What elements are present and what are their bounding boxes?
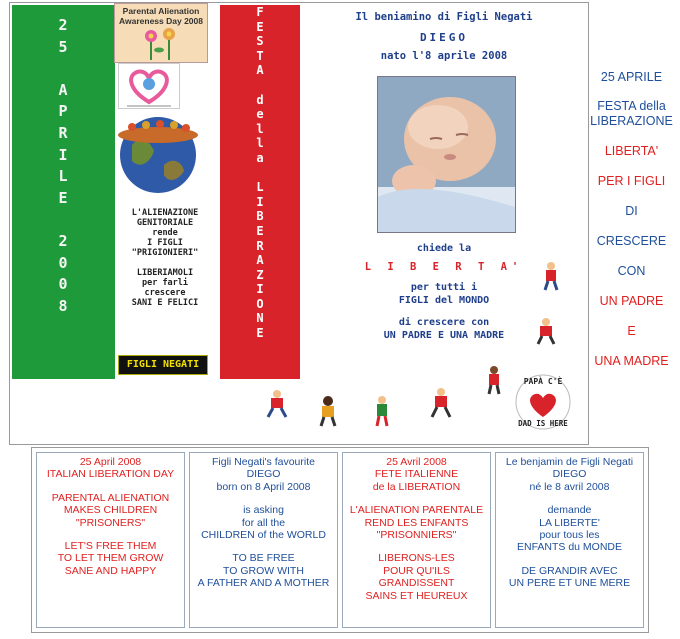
translation-line: LA LIBERTE' <box>539 516 600 529</box>
vertical-festa-char: B <box>256 209 264 224</box>
grow-text: di crescere con <box>398 317 490 328</box>
translation-block <box>39 540 182 577</box>
translation-line: ENFANTS du MONDE <box>516 541 623 554</box>
center-name: DIEGO <box>419 31 469 44</box>
translation-line: LET'S FREE THEM <box>64 540 157 553</box>
vertical-festa-char: E <box>256 223 264 238</box>
vertical-date-char: 8 <box>58 296 68 315</box>
stamp-text-top: PAPÀ C'È <box>523 377 563 386</box>
vertical-festa-char: d <box>256 92 264 107</box>
vertical-festa-char: E <box>256 19 264 34</box>
vertical-festa-char: A <box>256 63 264 78</box>
kid-figure-icon <box>264 389 290 419</box>
vertical-date-text <box>20 15 106 317</box>
side-slogan-line: PER I FIGLI <box>597 174 666 188</box>
vertical-festa-char: Z <box>256 267 264 282</box>
translation-line: "PRISONNIERS" <box>376 529 457 542</box>
translation-block <box>498 456 641 493</box>
side-slogan-line: E <box>627 324 636 338</box>
vertical-date-char: P <box>58 102 68 121</box>
translation-line: demande <box>547 504 592 517</box>
vertical-festa-text <box>232 5 288 341</box>
vertical-date-char: L <box>58 167 68 186</box>
vertical-festa-char: R <box>256 238 264 253</box>
translation-line: Figli Negati's favourite <box>212 456 315 468</box>
translation-block <box>39 456 182 481</box>
alienation-line <box>114 258 216 268</box>
center-header <box>306 3 582 62</box>
parental-alienation-day-badge <box>114 3 208 63</box>
translation-line: CHILDREN of the WORLD <box>201 529 326 542</box>
translation-line: pour tous les <box>539 529 600 542</box>
translation-line: LIBERONS-LES <box>378 552 455 565</box>
vertical-festa-char: F <box>256 5 264 19</box>
side-slogan-line: DI <box>625 204 638 218</box>
vertical-festa-char: A <box>256 253 264 268</box>
baby-image <box>378 77 515 232</box>
flowers-icon <box>131 26 191 62</box>
alienation-line: rende <box>152 228 178 238</box>
center-title: Il beniamino di Figli Negati <box>355 11 533 23</box>
vertical-date-char: E <box>58 188 68 207</box>
translation-line: for all the <box>241 516 286 529</box>
translation-line: TO LET THEM GROW <box>57 552 164 565</box>
translation-line: ITALIAN LIBERATION DAY <box>46 468 175 481</box>
side-slogan-line: 25 APRILE <box>600 70 663 84</box>
side-slogan-line: FESTA della <box>597 99 666 113</box>
alienation-line: per farli <box>141 278 189 288</box>
vertical-festa-char: T <box>256 48 264 63</box>
translation-block <box>345 552 488 602</box>
alienation-line: L'ALIENAZIONE <box>131 208 199 218</box>
side-slogan-line: UNA MADRE <box>594 354 669 368</box>
kid-figure-icon <box>372 395 392 427</box>
side-slogan-line: LIBERAZIONE <box>590 114 673 128</box>
vertical-festa-char: I <box>256 282 264 297</box>
translation-line: DE GRANDIR AVEC <box>521 564 618 577</box>
vertical-date-char: 5 <box>58 37 68 56</box>
vertical-date-char <box>20 58 106 80</box>
translation-line: PARENTAL ALIENATION <box>51 491 170 504</box>
kid-figure-icon <box>428 387 454 419</box>
vertical-festa-char: I <box>256 194 264 209</box>
alienation-text <box>114 208 216 308</box>
translation-block <box>39 492 182 529</box>
vertical-festa-char: L <box>256 180 264 195</box>
side-slogan-line: CRESCERE <box>596 234 667 248</box>
alienation-line: SANI E FELICI <box>131 298 199 308</box>
translation-block <box>345 504 488 541</box>
translation-line: né le 8 avril 2008 <box>529 480 610 493</box>
vertical-festa-char: e <box>256 107 264 122</box>
translation-line: de la LIBERATION <box>372 480 461 493</box>
translation-block <box>192 456 335 493</box>
translation-line: Le benjamin de Figli Negati <box>505 456 634 468</box>
translation-line: 25 April 2008 <box>79 456 142 468</box>
vertical-festa-char: N <box>256 311 264 326</box>
vertical-festa-char: E <box>256 326 264 341</box>
kid-figure-icon <box>534 317 558 345</box>
vertical-date-char: R <box>58 123 68 142</box>
asks-text: chiede la <box>416 243 472 254</box>
vertical-date-char <box>20 209 106 231</box>
vertical-festa-char <box>232 166 288 181</box>
kid-figure-icon <box>484 365 504 395</box>
alienation-line: crescere <box>144 288 186 298</box>
translation-line: POUR QU'ILS GRANDISSENT <box>378 564 455 590</box>
alienation-line: GENITORIALE <box>136 218 194 228</box>
vertical-festa-char: S <box>256 34 264 49</box>
vertical-date-char: 0 <box>58 275 68 294</box>
translation-block <box>345 456 488 493</box>
globe-children-icon <box>110 111 206 195</box>
vertical-date-char: A <box>58 80 68 99</box>
poster-image <box>9 2 589 445</box>
translation-line: L'ALIENATION PARENTALE <box>349 504 484 517</box>
translation-line: TO GROW WITH <box>223 564 304 577</box>
translation-line: TO BE FREE <box>232 552 295 565</box>
vertical-date-char: I <box>58 145 68 164</box>
translation-block <box>498 565 641 590</box>
side-slogan-line: CON <box>617 264 646 278</box>
baby-photo <box>377 76 516 233</box>
kid-figure-icon <box>540 261 562 291</box>
translation-block <box>192 504 335 541</box>
pa-day-line1: Parental Alienation <box>122 6 200 16</box>
side-slogan-line: LIBERTA' <box>604 144 659 158</box>
for-all-text: per tutti i <box>410 282 478 293</box>
parents-text: UN PADRE E UNA MADRE <box>383 330 505 341</box>
translation-line: SANE AND HAPPY <box>64 564 157 577</box>
translation-line: REND LES ENFANTS <box>364 516 469 529</box>
translation-line: MAKES CHILDREN <box>63 504 158 517</box>
translation-line: 25 Avril 2008 <box>386 456 447 468</box>
alienation-line: I FIGLI <box>147 238 183 248</box>
translation-table <box>31 447 649 633</box>
translation-line: SAINS ET HEUREUX <box>365 589 468 602</box>
pa-day-line2: Awareness Day 2008 <box>119 16 203 26</box>
side-slogan <box>585 70 678 384</box>
translation-line: FETE ITALIENNE <box>374 468 459 481</box>
center-born: nato l'8 aprile 2008 <box>380 50 508 62</box>
vertical-date-char: 2 <box>58 231 68 250</box>
kid-figure-icon <box>316 395 340 427</box>
translation-line: UN PERE ET UNE MERE <box>508 577 631 590</box>
translation-block <box>192 552 335 589</box>
translation-block <box>498 504 641 554</box>
alienation-line: "PRIGIONIERI" <box>131 248 199 258</box>
translation-line: A FATHER AND A MOTHER <box>197 577 330 590</box>
vertical-festa-char: a <box>256 150 264 165</box>
vertical-date-char: 2 <box>58 16 68 34</box>
vertical-date-char: 0 <box>58 253 68 272</box>
side-slogan-line: UN PADRE <box>599 294 664 308</box>
translation-column <box>495 452 644 628</box>
children-world-text: FIGLI del MONDO <box>398 295 490 306</box>
translation-line: "PRISONERS" <box>75 516 146 529</box>
translation-line: born on 8 April 2008 <box>216 480 311 493</box>
alienation-line: LIBERIAMOLI <box>136 268 194 278</box>
translation-column <box>342 452 491 628</box>
vertical-festa-char: O <box>256 296 264 311</box>
heart-logo-icon <box>119 64 179 108</box>
figli-negati-logo: FIGLI NEGATI <box>118 355 208 375</box>
translation-line: DIEGO <box>246 468 281 481</box>
vertical-festa-char <box>232 78 288 93</box>
liberta-text: L I B E R T A' <box>364 261 524 273</box>
vertical-festa-char: l <box>256 136 264 151</box>
translation-column <box>189 452 338 628</box>
alienation-logo <box>118 63 180 109</box>
translation-column <box>36 452 185 628</box>
translation-line: is asking <box>243 504 284 517</box>
translation-line: DIEGO <box>552 468 587 481</box>
vertical-festa-char: l <box>256 121 264 136</box>
stamp-text-bottom: DAD IS HERE <box>518 419 568 428</box>
